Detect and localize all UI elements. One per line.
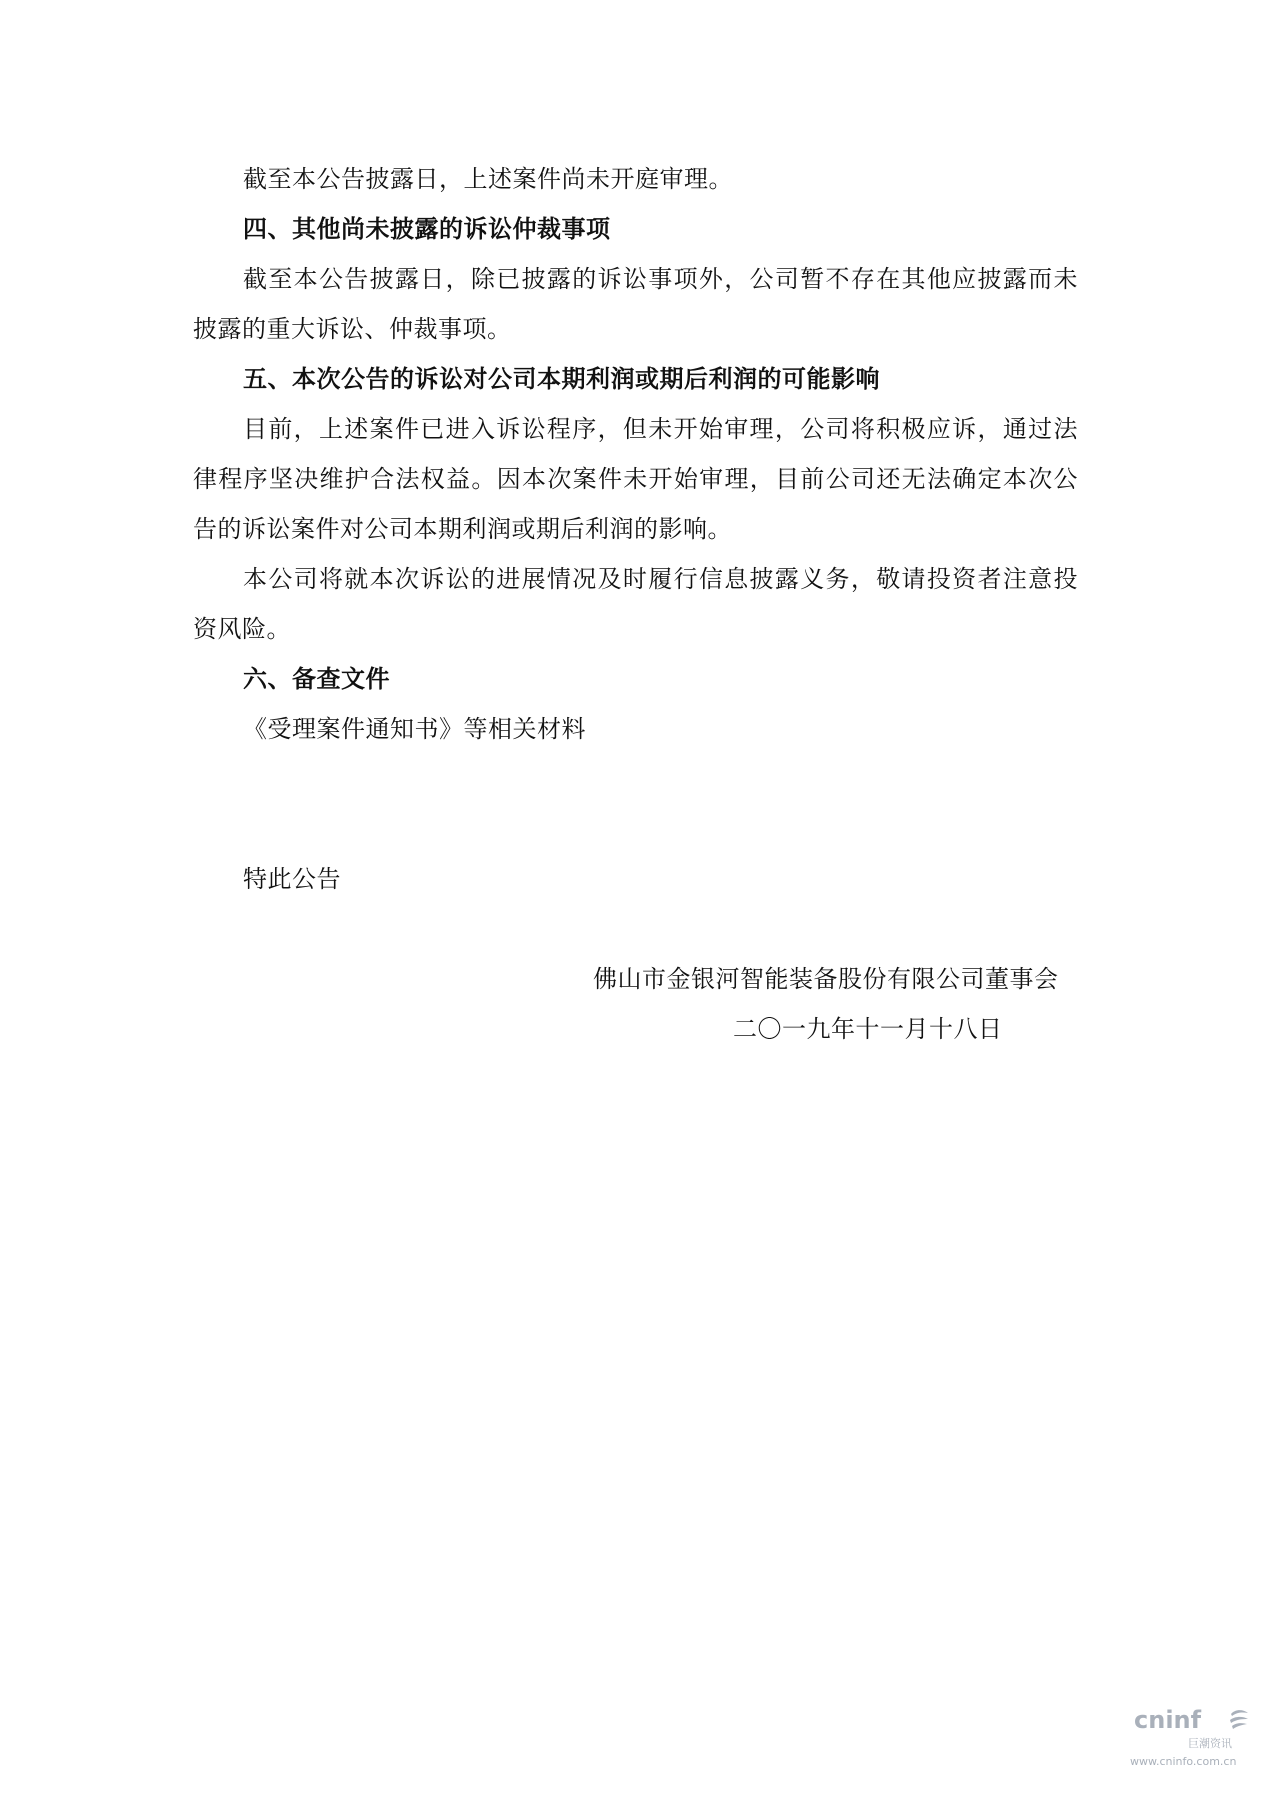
signature-board: 佛山市金银河智能装备股份有限公司董事会 [593,965,1059,993]
paragraph-impact-line-2: 律程序坚决维护合法权益。因本次案件未开始审理，目前公司还无法确定本次公 [193,465,1078,493]
paragraph-undisclosed-line-1: 截至本公告披露日，除已披露的诉讼事项外，公司暂不存在其他应披露而未 [243,265,1078,293]
paragraph-case-status: 截至本公告披露日，上述案件尚未开庭审理。 [243,165,733,193]
reference-documents: 《受理案件通知书》等相关材料 [243,715,586,743]
cninfo-swirl-icon [1228,1709,1250,1729]
section-heading-6: 六、备查文件 [243,664,390,693]
watermark-logo-text: cninf [1134,1706,1202,1734]
closing-statement: 特此公告 [243,865,341,893]
signature-date: 二〇一九年十一月十八日 [733,1015,1003,1043]
section-heading-5: 五、本次公告的诉讼对公司本期利润或期后利润的可能影响 [243,364,880,393]
watermark-subtitle: 巨潮资讯 [1188,1737,1232,1750]
section-heading-4: 四、其他尚未披露的诉讼仲裁事项 [243,214,611,243]
paragraph-undisclosed-line-2: 披露的重大诉讼、仲裁事项。 [193,315,512,343]
cninfo-watermark [1130,1706,1262,1786]
paragraph-impact-line-3: 告的诉讼案件对公司本期利润或期后利润的影响。 [193,515,732,543]
paragraph-impact-line-1: 目前，上述案件已进入诉讼程序，但未开始审理，公司将积极应诉，通过法 [243,415,1078,443]
watermark-url: www.cninfo.com.cn [1130,1755,1237,1768]
paragraph-disclosure-line-1: 本公司将就本次诉讼的进展情况及时履行信息披露义务，敬请投资者注意投 [243,565,1078,593]
paragraph-disclosure-line-2: 资风险。 [193,615,291,643]
